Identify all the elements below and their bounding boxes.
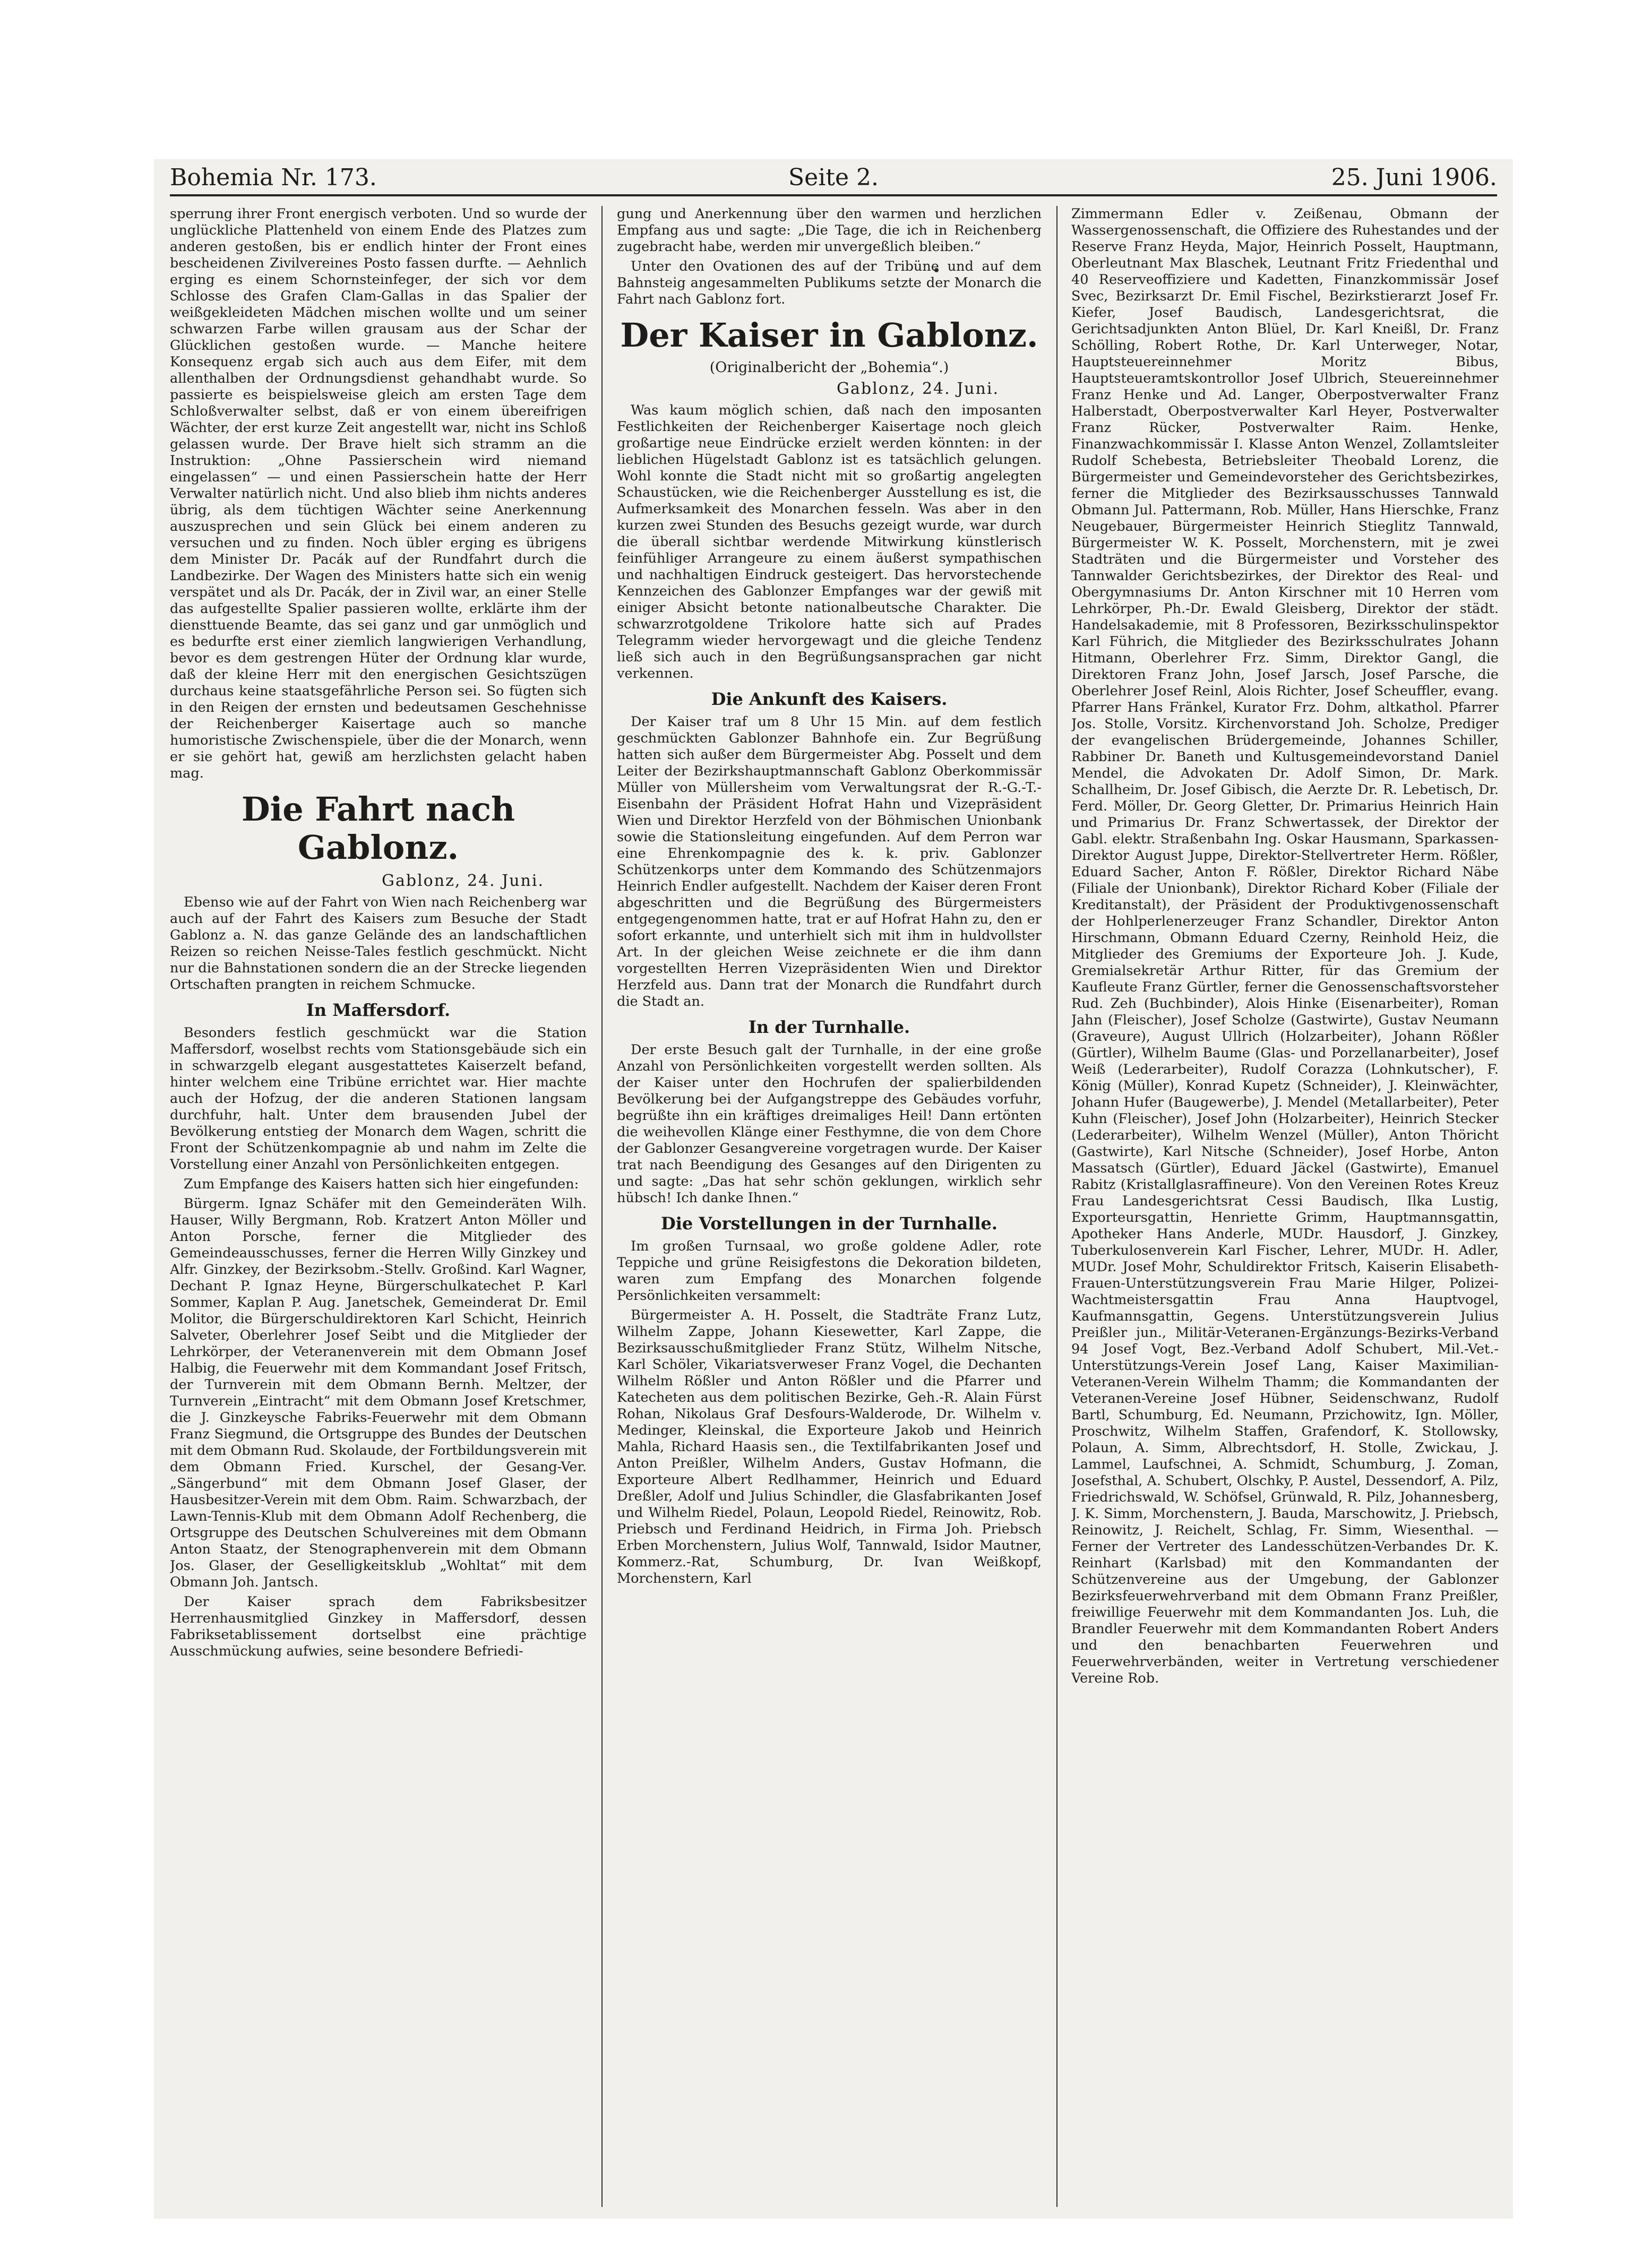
- masthead: [154, 159, 1513, 196]
- article-paragraph: sperrung ihrer Front energisch verboten. Und so wurde der unglückliche Plattenheld von einem Ende des Platzes zum anderen gestoßen, bis er endlich hinter der Front eines bescheidenen Zivilvereines Posto fassen durfte. — Aehnlich erging es einem Schornsteinfeger, der sich vor dem Schlosse des Grafen Clam-Gallas in das Spalier der weißgekleideten Mädchen mischen wollte und um seiner schwarzen Farbe willen grausam aus der Schar der Glücklichen gestoßen wurde. — Manche heitere Konsequenz ergab sich auch aus dem Eifer, mit dem allenthalben der Ordnungsdienst gehandhabt wurde. So passierte es beispielsweise gleich am ersten Tage dem Schloßverwalter selbst, daß er von einem übereifrigen Wächter, der erst kurze Zeit angestellt war, nicht ins Schloß gelassen wurde. Der Brave hielt sich stramm an die Instruktion: „Ohne Passierschein wird niemand eingelassen“ — und einen Passierschein hatte der Herr Verwalter natürlich nicht. Und also blieb ihm nichts anderes übrig, als dem tüchtigen Wächter seine Anerkennung auszusprechen und sein Glück bei einem anderen zu versuchen und zu finden. Noch übler erging es übrigens dem Minister Dr. Pacák auf der Rundfahrt durch die Landbezirke. Der Wagen des Ministers hatte sich ein wenig verspätet und als Dr. Pacák, der in Zivil war, an einer Stelle das aufgestellte Spalier passieren wollte, erklärte ihm der diensttuende Beamte, das sei ganz und gar unmöglich und es bedurfte erst einer ziemlich langwierigen Verhandlung, bevor es dem gestrengen Hüter der Ordnung klar wurde, daß der kleine Herr mit den energischen Gesichtszügen durchaus keine staatsgefährliche Person sei. So fügten sich in den Reigen der ernsten und bedeutsamen Geschehnisse der Reichenberger Kaisertage auch so manche humoristische Zwischenspiele, über die der Monarch, wenn er sie gehört hat, gewiß am herzlichsten gelacht haben mag.: [170, 206, 587, 781]
- article-paragraph: Zum Empfange des Kaisers hatten sich hier eingefunden:: [184, 1176, 579, 1192]
- column-divider-2: [1056, 206, 1057, 2207]
- section-heading: Die Vorstellungen in der Turnhalle.: [660, 1213, 998, 1234]
- newspaper-page: [154, 159, 1513, 2219]
- dateline: Gablonz, 24. Juni.: [382, 872, 544, 890]
- article-paragraph: Der Kaiser traf um 8 Uhr 15 Min. auf dem festlich geschmückten Gablonzer Bahnhofe ein. Zur Begrüßung hatten sich außer dem Bürgermeister Abg. Posselt und dem Leiter der Bezirkshauptmannschaft Gablonz Oberkommissär Müller von Müllersheim vom Verwaltungsrat der R.-G.-T.-Eisenbahn der Präsident Hofrat Hahn und Vizepräsident Wien und Direktor Herzfeld von der Böhmischen Unionbank sowie die Stationsleitung eingefunden. Auf dem Perron war eine Ehrenkompagnie des k. k. priv. Gablonzer Schützenkorps unter dem Kommando des Schützenmajors Heinrich Endler aufgestellt. Nachdem der Kaiser deren Front abgeschritten und die Begrüßung des Bürgermeisters entgegengenommen hatte, trat er auf Hofrat Hahn zu, den er sofort erkannte, und unterhielt sich mit ihm in huldvollster Art. In der gleichen Weise zeichnete er die ihm dann vorgestellten Herren Vizepräsidenten Wien und Direktor Herzfeld aus. Dann trat der Monarch die Rundfahrt durch die Stadt an.: [617, 714, 1042, 1010]
- article-paragraph: Zimmermann Edler v. Zeißenau, Obmann der Wassergenossenschaft, die Offiziere des Ruhestandes und der Reserve Franz Heyda, Major, Heinrich Posselt, Hauptmann, Oberleutnant Max Blaschek, Leutnant Fritz Friedenthal und 40 Reserveoffiziere und Kadetten, Finanzkommissär Josef Svec, Bezirksarzt Dr. Emil Fischel, Bezirkstierarzt Josef Fr. Kiefer, Josef Baudisch, Landesgerichtsrat, die Gerichtsadjunkten Anton Blüel, Dr. Karl Kneißl, Dr. Franz Schölling, Robert Rothe, Dr. Karl Unterweger, Notar, Hauptsteuereinnehmer Moritz Bibus, Hauptsteueramtskontrollor Josef Ulbrich, Steuereinnehmer Franz Henke und Ad. Langer, Oberpostverwalter Franz Halberstadt, Oberpostverwalter Karl Heyer, Postverwalter Franz Rücker, Postverwalter Raim. Henke, Finanzwachkommissär I. Klasse Anton Wenzel, Zollamtsleiter Rudolf Schebesta, Betriebsleiter Theobald Lorenz, die Bürgermeister und Gemeindevorsteher des Gerichtsbezirkes, ferner die Mitglieder des Bezirksausschusses Tannwald Obmann Jul. Pattermann, Rob. Müller, Hans Hierschke, Franz Neugebauer, Bürgermeister Heinrich Stieglitz Tannwald, Bürgermeister W. K. Posselt, Morchenstern, mit je zwei Stadträten und die Bürgermeister und Vorsteher des Tannwalder Gerichtsbezirkes, der Direktor des Real- und Obergymnasiums Dr. Anton Kirschner mit 10 Herren vom Lehrkörper, Ph.-Dr. Ewald Gleisberg, Direktor der städt. Handelsakademie, mit 8 Professoren, Bezirksschulinspektor Karl Führich, die Mitglieder des Bezirksschulrates Johann Hitmann, Oberlehrer Frz. Simm, Direktor Gangl, die Direktoren Franz John, Josef Jarsch, Josef Parsche, die Oberlehrer Josef Reinl, Alois Richter, Josef Scheuffler, evang. Pfarrer Hans Fränkel, Kurator Frz. Dohm, altkathol. Pfarrer Jos. Stolle, Vorsitz. Kirchenvorstand Joh. Scholze, Prediger der evangelischen Brüdergemeinde, Johannes Schiller, Rabbiner Dr. Baneth und Kultusgemeindevorstand Daniel Mendel, die Advokaten Dr. Adolf Simon, Dr. Mark. Schallheim, Dr. Josef Gibisch, die Aerzte Dr. R. Lebetisch, Dr. Ferd. Möller, Dr. Georg Gletter, Dr. Primarius Heinrich Hain und Primarius Dr. Franz Schwertassek, der Direktor der Gabl. elektr. Straßenbahn Ing. Oskar Hausmann, Sparkassen-Direktor August Juppe, Direktor-Stellvertreter Herm. Rößler, Eduard Sacher, Anton F. Rößler, Direktor Richard Näbe (Filiale der Unionbank), Direktor Richard Kober (Filiale der Kreditanstalt), der Präsident der Produktivgenossenschaft der Hohlperlenerzeuger Franz Schandler, Direktor Anton Hirschmann, Obmann Eduard Czerny, Reinhold Heiz, die Mitglieder des Gremiums der Exporteure Joh. J. Kude, Gremialsekretär Arthur Ritter, für das Gremium der Kaufleute Franz Gürtler, ferner die Genossenschaftsvorsteher Rud. Zeh (Buchbinder), Alois Hinke (Eisenarbeiter), Roman Jahn (Fleischer), Josef Scholze (Gastwirte), Gustav Neumann (Graveure), August Ullrich (Holzarbeiter), Johann Rößler (Gürtler), Wilhelm Baume (Glas- und Porzellanarbeiter), Josef Weiß (Lederarbeiter), Rudolf Corazza (Lohnkutscher), F. König (Müller), Konrad Kupetz (Schneider), J. Kleinwächter, Johann Hufer (Baugewerbe), J. Mendel (Metallarbeiter), Peter Kuhn (Fleischer), Josef John (Holzarbeiter), Heinrich Stecker (Lederarbeiter), Wilhelm Wenzel (Müller), Anton Thöricht (Gastwirte), Karl Nitsche (Schneider), Josef Horbe, Anton Massatsch (Gürtler), Eduard Jäckel (Gastwirte), Emanuel Rabitz (Kristallglasraffineure). Von den Vereinen Rotes Kreuz Frau Landesgerichtsrat Cessi Baudisch, Ilka Lustig, Exporteursgattin, Henriette Grimm, Hauptmannsgattin, Apotheker Hans Anderle, MUDr. Hausdorf, J. Ginzkey, Tuberkulosenverein Karl Fischer, Lehrer, MUDr. H. Adler, MUDr. Josef Mohr, Schuldirektor Fritsch, Kaiserin Elisabeth-Frauen-Unterstützungsverein Frau Marie Hilger, Polizei-Wachtmeistersgattin Frau Anna Hauptvogel, Kaufmannsgattin, Gegens. Unterstützungsverein Julius Preißler jun., Militär-Veteranen-Ergänzungs-Bezirks-Verband 94 Josef Vogt, Bez.-Verband Adolf Schubert, Mil.-Vet.-Unterstützungs-Verein Josef Lang, Kaiser Maximilian-Veteranen-Verein Wilhelm Thamm; die Kommandanten der Veteranen-Vereine Josef Hübner, Seidenschwanz, Rudolf Bartl, Schumburg, Ed. Neumann, Przichowitz, Ign. Möller, Proschwitz, Wilhelm Staffen, Grafendorf, K. Stollowsky, Polaun, A. Simm, Albrechtsdorf, H. Stolle, Zwickau, J. Lammel, Laufschnei, A. Schmidt, Schumburg, J. Zoman, Josefsthal, A. Schubert, Olschky, P. Austel, Dessendorf, A. Pilz, Friedrichswald, W. Schöfsel, Grünwald, R. Pilz, Johannesberg, J. K. Simm, Morchenstern, J. Bauda, Marschowitz, J. Priebsch, Reinowitz, J. Reichelt, Schlag, Fr. Simm, Wiesenthal. — Ferner der Vertreter des Landesschützen-Verbandes Dr. K. Reinhart (Karlsbad) mit den Kommandanten der Schützenvereine aus der Umgebung, der Gablonzer Bezirksfeuerwehrverband mit dem Obmann Franz Preißler, freiwillige Feuerwehr mit dem Kommandanten Jos. Luh, die Brandler Feuerwehr mit dem Kommandanten Robert Anders und den benachbarten Feuerwehren und Feuerwehrverbänden, weiter in Vertretung verschiedener Vereine Rob.: [1071, 206, 1499, 1686]
- byline: (Originalbericht der „Bohemia“.): [709, 359, 949, 376]
- section-heading: In Maffersdorf.: [306, 1000, 451, 1020]
- header-rule: [170, 194, 1497, 196]
- article-paragraph: Der erste Besuch galt der Turnhalle, in der eine große Anzahl von Persönlichkeiten vorgestellt werden sollten. Als der Kaiser unter den Hochrufen der spalierbildenden Bevölkerung bei der Aufgangstreppe des Gebäudes vorfuhr, begrüßte ihn ein kräftiges dreimaliges Heil! Dann ertönten die weihevollen Klänge einer Festhymne, die von dem Chore der Gablonzer Gesangvereine vorgetragen wurde. Der Kaiser trat nach Beendigung des Gesanges auf den Dirigenten zu und sagte: „Das hat sehr schön geklungen, wirklich sehr hübsch! Ich danke Ihnen.“: [617, 1042, 1042, 1206]
- article-paragraph: gung und Anerkennung über den warmen und herzlichen Empfang aus und sagte: „Die Tage, die ich in Reichenberg zugebracht habe, werden mir unvergeßlich bleiben.“: [617, 206, 1042, 255]
- column-2: [617, 206, 1042, 2212]
- article-paragraph: Im großen Turnsaal, wo große goldene Adler, rote Teppiche und grüne Reisigfestons die Dekoration bildeten, waren zum Empfang des Monarchen folgende Persönlichkeiten versammelt:: [617, 1238, 1042, 1304]
- column-divider-1: [601, 206, 603, 2207]
- masthead-title: Bohemia Nr. 173.: [170, 164, 377, 191]
- column-1: [170, 206, 587, 2212]
- article-paragraph: Unter den Ovationen des auf der Tribüne und auf dem Bahnsteig angesammelten Publikums setzte der Monarch die Fahrt nach Gablonz fort.: [617, 258, 1042, 307]
- page-number: Seite 2.: [788, 164, 879, 191]
- section-heading: In der Turnhalle.: [748, 1017, 910, 1037]
- dateline: Gablonz, 24. Juni.: [837, 380, 999, 398]
- article-heading: Die Fahrt nach Gablonz.: [241, 790, 515, 867]
- article-heading: Der Kaiser in Gablonz.: [620, 316, 1038, 355]
- article-paragraph: Besonders festlich geschmückt war die Station Maffersdorf, woselbst rechts vom Stationsgebäude sich ein in schwarzgelb elegant ausgestattetes Kaiserzelt befand, hinter welchem eine Tribüne errichtet war. Hier machte auch der Hofzug, der die anderen Stationen langsam durchfuhr, halt. Unter dem brausenden Jubel der Bevölkerung entstieg der Monarch dem Wagen, schritt die Front der Schützenkompagnie ab und nahm im Zelte die Vorstellung einer Anzahl von Persönlichkeiten entgegen.: [170, 1025, 587, 1172]
- article-paragraph: Bürgermeister A. H. Posselt, die Stadträte Franz Lutz, Wilhelm Zappe, Johann Kiesewetter, Karl Zappe, die Bezirksausschußmitglieder Franz Stütz, Wilhelm Nitsche, Karl Schöler, Vikariatsverweser Franz Vogel, die Dechanten Wilhelm Rößler und Anton Rößler und die Pfarrer und Katecheten aus dem politischen Bezirke, Geh.-R. Alain Fürst Rohan, Nikolaus Graf Desfours-Walderode, Dr. Wilhelm v. Medinger, Kleinskal, die Exporteure Jakob und Heinrich Mahla, Richard Haasis sen., die Textilfabrikanten Josef und Anton Preißler, Wilhelm Anders, Gustav Hofmann, die Exporteure Albert Redlhammer, Heinrich und Eduard Dreßler, Adolf und Julius Schindler, die Glasfabrikanten Josef und Wilhelm Riedel, Polaun, Leopold Riedel, Reinowitz, Rob. Priebsch und Ferdinand Heidrich, in Firma Joh. Priebsch Erben Morchenstern, Julius Wolf, Tannwald, Isidor Mautner, Kommerz.-Rat, Schumburg, Dr. Ivan Weißkopf, Morchenstern, Karl: [617, 1307, 1042, 1586]
- issue-date: 25. Juni 1906.: [1331, 164, 1497, 191]
- column-3: [1071, 206, 1499, 2212]
- section-heading: Die Ankunft des Kaisers.: [711, 689, 948, 709]
- article-paragraph: Der Kaiser sprach dem Fabriksbesitzer Herrenhausmitglied Ginzkey in Maffersdorf, dessen Fabriksetablissement dortselbst eine prächtige Ausschmückung aufwies, seine besondere Befriedi-: [170, 1594, 587, 1659]
- article-paragraph: Was kaum möglich schien, daß nach den imposanten Festlichkeiten der Reichenberger Kaisertage noch gleich großartige neue Eindrücke erzielt werden könnten: in der lieblichen Hügelstadt Gablonz ist es tatsächlich gelungen. Wohl konnte die Stadt nicht mit so großartig angelegten Schaustücken, wie die Reichenberger Ausstellung es ist, die Aufmerksamkeit des Monarchen fesseln. Was aber in den kurzen zwei Stunden des Besuchs gezeigt wurde, war durch die überall sichtbar werdende Mitwirkung künstlerisch feinfühliger Arrangeure zu einem äußerst sympathischen und nachhaltigen Eindruck gesteigert. Das hervorstechende Kennzeichen des Gablonzer Empfanges war der gewiß mit einiger Absicht betonte nationalbeutsche Charakter. Die schwarzrotgoldene Trikolore hatte sich auf Prades Telegramm wieder hervorgewagt und die gleiche Tendenz ließ sich auch in den Begrüßungsansprachen gar nicht verkennen.: [617, 402, 1042, 682]
- article-paragraph: Bürgerm. Ignaz Schäfer mit den Gemeinderäten Wilh. Hauser, Willy Bergmann, Rob. Kratzert Anton Möller und Anton Porsche, ferner die Mitglieder des Gemeindeausschusses, ferner die Herren Willy Ginzkey und Alfr. Ginzkey, der Bezirksobm.-Stellv. Großind. Karl Wagner, Dechant P. Ignaz Heyne, Bürgerschulkatechet P. Karl Sommer, Kaplan P. Aug. Janetschek, Gemeinderat Dr. Emil Molitor, die Bürgerschuldirektoren Karl Schicht, Heinrich Salveter, Oberlehrer Josef Seibt und die Mitglieder der Lehrkörper, der Veteranenverein mit dem Obmann Josef Halbig, die Feuerwehr mit dem Kommandant Josef Fritsch, der Turnverein mit dem Obmann Bernh. Meltzer, der Turnverein „Eintracht“ mit dem Obmann Josef Kretschmer, die J. Ginzkeysche Fabriks-Feuerwehr mit dem Obmann Franz Siegmund, die Ortsgruppe des Bundes der Deutschen mit dem Obmann Rud. Skolaude, der Fortbildungsverein mit dem Obmann Fried. Kurschel, der Gesang-Ver. „Sängerbund“ mit dem Obmann Josef Glaser, der Hausbesitzer-Verein mit dem Obm. Raim. Schwarzbach, der Lawn-Tennis-Klub mit dem Obmann Adolf Rechenberg, die Ortsgruppe des Deutschen Schulvereines mit dem Obmann Anton Staatz, der Stenographenverein mit dem Obmann Jos. Glaser, der Geselligkeitsklub „Wohltat“ mit dem Obmann Joh. Jantsch.: [170, 1196, 587, 1590]
- article-paragraph: Ebenso wie auf der Fahrt von Wien nach Reichenberg war auch auf der Fahrt des Kaisers zum Besuche der Stadt Gablonz a. N. das ganze Gelände des an landschaftlichen Reizen so reichen Neisse-Tales festlich geschmückt. Nicht nur die Bahnstationen sondern die an der Strecke liegenden Ortschaften prangten in reichem Schmucke.: [170, 894, 587, 993]
